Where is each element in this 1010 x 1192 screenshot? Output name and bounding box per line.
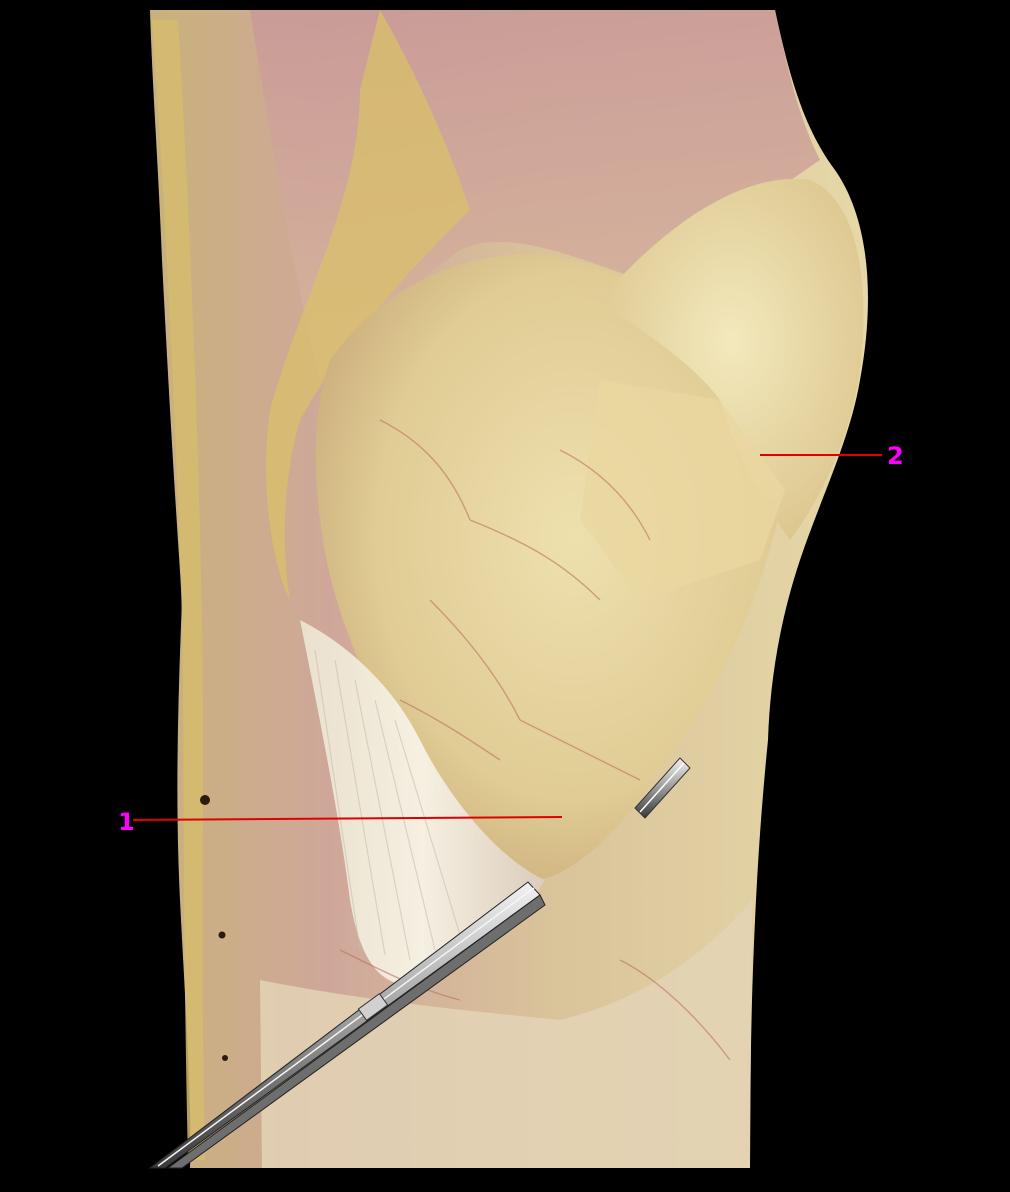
tissue-hole <box>219 932 226 939</box>
tissue-hole <box>222 1055 228 1061</box>
tissue-hole <box>200 795 210 805</box>
annotation-label-1: 1 <box>118 808 135 836</box>
annotation-label-2: 2 <box>887 442 904 470</box>
